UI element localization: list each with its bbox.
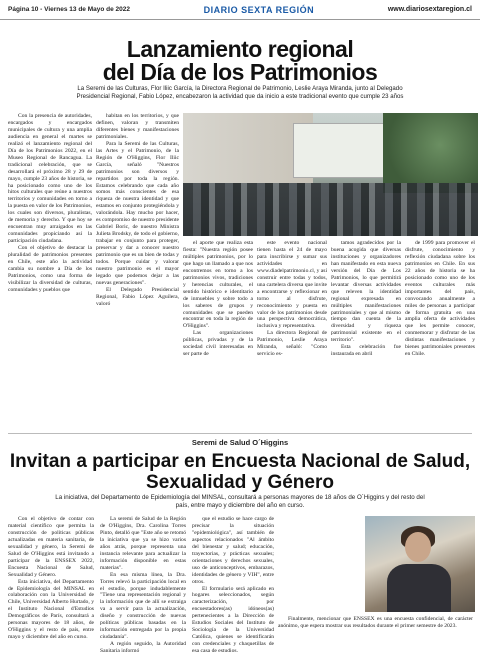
section-divider <box>8 433 472 434</box>
article2-column-4 <box>278 616 473 668</box>
paragraph: el aporte que realiza esta fiesta: "Nuestra región posee múltiples patrimonios, por lo que hago un llamado a que nos encontremos en torno a los patrimonios vivos, tradiciones y herencias culturales, el sentido histórico e identitario de inmuebles y sobre todo a los saberes de grupos y comunidades que se pueden encontrar en toda la región de O'Higgins". <box>183 240 253 330</box>
paragraph: Con el objetivo de contar con material científico que permita la construcción de políticas públicas actualizadas en materia sanitaria, de sexualidad y género, la Seremi de Salud de O'Higgins está invitando a participar de la ENSSEX 2022, Encuesta Nacional de Salud, Sexualidad y Género. <box>8 516 94 578</box>
article2-column-1 <box>8 516 94 668</box>
page-number: Página 10 - Viernes 13 de Mayo de 2022 <box>8 6 130 13</box>
paragraph: habitan en los territorios, y que definen, valoran y transmiten diferentes bienes y manifestaciones patrimoniales. <box>96 113 179 140</box>
paragraph: que el estudio se hace cargo de precisar la situación "epidemiológica", así también de aspectos relacionados "Al ámbito del bienestar y salud; educación, trayectorias, y prácticas sexuales; orientaciones y derechos sexuales, uso de anticonceptivos, embarazos, identidades de género y VIH", entre otros. <box>192 516 274 585</box>
article2-section-label: Seremi de Salud O´Higgins <box>191 438 289 447</box>
paragraph: Para la Seremi de las Culturas, las Artes y el Patrimonio, de la Región de O'Higgins, Flor Iliic García, señaló "Nuestros patrimonios son diversos y repartidos por toda la región. Estamos celebrando que cada año somos más conscientes de esa riqueza de nuestra identidad y que estamos en conjunto protegiéndola y valorándola. Hay mucho por hacer, es compromiso de nuestro presidente Gabriel Boric, de nuestro Ministra Julieta Brodsky, de todo el gobierno, trabajar en conjunto para proteger, preservar y dar a conocer nuestro patrimonio que es un bien de todas y todos. Porque cuidar y valorar nuestro patrimonio es el mayor legado que podemos dejar a las nuevas generaciones". <box>96 140 179 286</box>
paragraph: tamos agradecidos por la buena acogida que diversas instituciones y organizadores han manifestado en esta nueva versión del Día de Los Patrimonios, lo que permitirá levantar diversas actividades que releven la identidad regional expresada en múltiples manifestaciones patrimoniales y que al mismo tiempo dan cuenta de la diversidad y riqueza patrimonial existente en el territorio". <box>331 240 401 344</box>
article2-subtitle: La iniciativa, del Departamento de Epidemiología del MINSAL, consultará a personas mayores de 18 años de O´Higgins y del resto del país, entre mayo y diciembre del año en curso. <box>55 494 425 509</box>
paragraph: La seremi de Salud de la Región de O'Higgins, Dra. Carolina Torres Pinto, detalló que "Este año se retomó la iniciativa que ya se hizo varios años atrás, porque representa una instancia relevante para actualizar la información disponible en estas materias". <box>100 516 186 571</box>
paragraph: El formulario será aplicado en hogares seleccionados, según caracterización, por encuestadores(as) idóneos(as) pertenecientes a la Dirección de Estudios Sociales del Instituto de Sociología de la Universidad Católica, quienes se identificarán con credenciales y chaquetillas de esa casa de estudios. <box>192 585 274 655</box>
article1-column-1 <box>8 113 92 433</box>
paragraph: Con el objetivo de destacar la pluralidad de patrimonios presentes en Chile, este año la actividad cambia su nombre a Día de los Patrimonios, como una forma de visibilizar la diversidad de culturas, comunidades y pueblos que <box>8 245 92 293</box>
paragraph: En esa misma línea, la Dra. Torres relevó la participación local en el estudio, porque indudablemente "Tiene una representación regional y la información que de allí se extraiga va a servir para la actualización, diseño y construcción de nuevas políticas públicas basadas en la información entregada por la propia ciudadanía". <box>100 571 186 641</box>
article1-subtitle: La Seremi de las Culturas, Flor Iliic García, la Directora Regional de Patrimonio, Leslie Araya Miranda, junto al Delegado Presidencial Regional, Fabio López, encabezaron la actividad que da inicio a este tradicional evento que cumple 23 años <box>76 85 404 100</box>
article1-title-line2: del Día de los Patrimonios <box>102 59 378 85</box>
newspaper-brand: DIARIO SEXTA REGIÓN <box>203 4 315 15</box>
paragraph: este evento nacional tienen hasta el 24 de mayo para inscribirse y sumar sus actividades en www.diadelpatrimonio.cl, y así construir entre todas y todos, una cartelera diversa que invite a encontrarse y reflexionar en torno al disfrute, reconocimiento y puesta en valor de los patrimonios desde una perspectiva democrática, inclusiva y representativa. <box>257 240 327 330</box>
article2-column-2 <box>100 516 186 668</box>
website-link[interactable]: www.diariosextaregion.cl <box>387 6 472 13</box>
article1-title-line1: Lanzamiento regional <box>126 36 354 62</box>
article2-column-3 <box>192 516 274 668</box>
article2-title-line1: Invitan a participar en Encuesta Nacional de Salud, <box>9 451 471 472</box>
article2-title-line2: Sexualidad y Género <box>146 472 334 493</box>
paragraph: Las organizaciones públicas, privadas y de la sociedad civil interesadas en ser parte de <box>183 330 253 358</box>
article1-column-2 <box>96 113 179 433</box>
paragraph: Finalmente, mencionar que ENSSEX es una encuesta confidencial, de carácter anónimo, que espera mostrar sus resultados durante el primer semestre de 2023. <box>278 616 473 629</box>
article1-column-6 <box>405 240 475 433</box>
seremi-portrait-photo <box>365 516 475 612</box>
article1-column-4 <box>257 240 327 433</box>
article1-column-5 <box>331 240 401 433</box>
paragraph: Esta celebración fue instaurada en abril <box>331 344 401 358</box>
paragraph: A región seguido, la Autoridad Sanitaria informó <box>100 641 186 655</box>
page-header <box>0 0 480 20</box>
article1-column-3 <box>183 240 253 433</box>
paragraph: Esta iniciativa, del Departamento de Epidemiología del MINSAL en colaboración con la Universidad de Chile, Universidad Alberto Hurtado, y el Instituto Nacional d'Estudios Demográficos de París, consultará a personas mayores de 18 años, de O'Higgins y el resto de país, entre mayo y diciembre del año en curso. <box>8 578 94 641</box>
paragraph: La directora Regional de Patrimonio, Leslie Araya Miranda, señaló: "Como servicio es- <box>257 330 327 358</box>
paragraph: El Delegado Presidencial Regional, Fabio López Aguilera, valoró <box>96 286 179 307</box>
paragraph: de 1999 para promover el disfrute, conocimiento y reflexión ciudadana sobre los patrimonios en Chile. En sus 22 años de historia se ha posicionado como uno de los eventos culturales más importantes del país, convocando anualmente a miles de personas a participar de forma gratuita en una amplia oferta de actividades que les permite conocer, conmemorar y disfrutar de las distintas manifestaciones y bienes patrimoniales presentes en Chile. <box>405 240 475 358</box>
article1-photo <box>183 113 478 236</box>
paragraph: Con la presencia de autoridades, encargados y encargados municipales de cultura y una amplia audiencia en general el martes se realizó el lanzamiento regional del Día de los Patrimonios 2022, en el Museo Regional de Rancagua. La tradicional celebración, que se desarrollará el próximo 28 y 29 de mayo, cumple 23 años de historia, se ha posicionado como uno de los hitos culturales que reúne a nuestros territorios y comunidades en torno a la puesta en valor de los Patrimonios, los cuales son diversos, pluralistas, de memoria y derecho. Y que hoy se encuentran muy arraigados en las comunidades propiciando así la participación ciudadana. <box>8 113 92 245</box>
